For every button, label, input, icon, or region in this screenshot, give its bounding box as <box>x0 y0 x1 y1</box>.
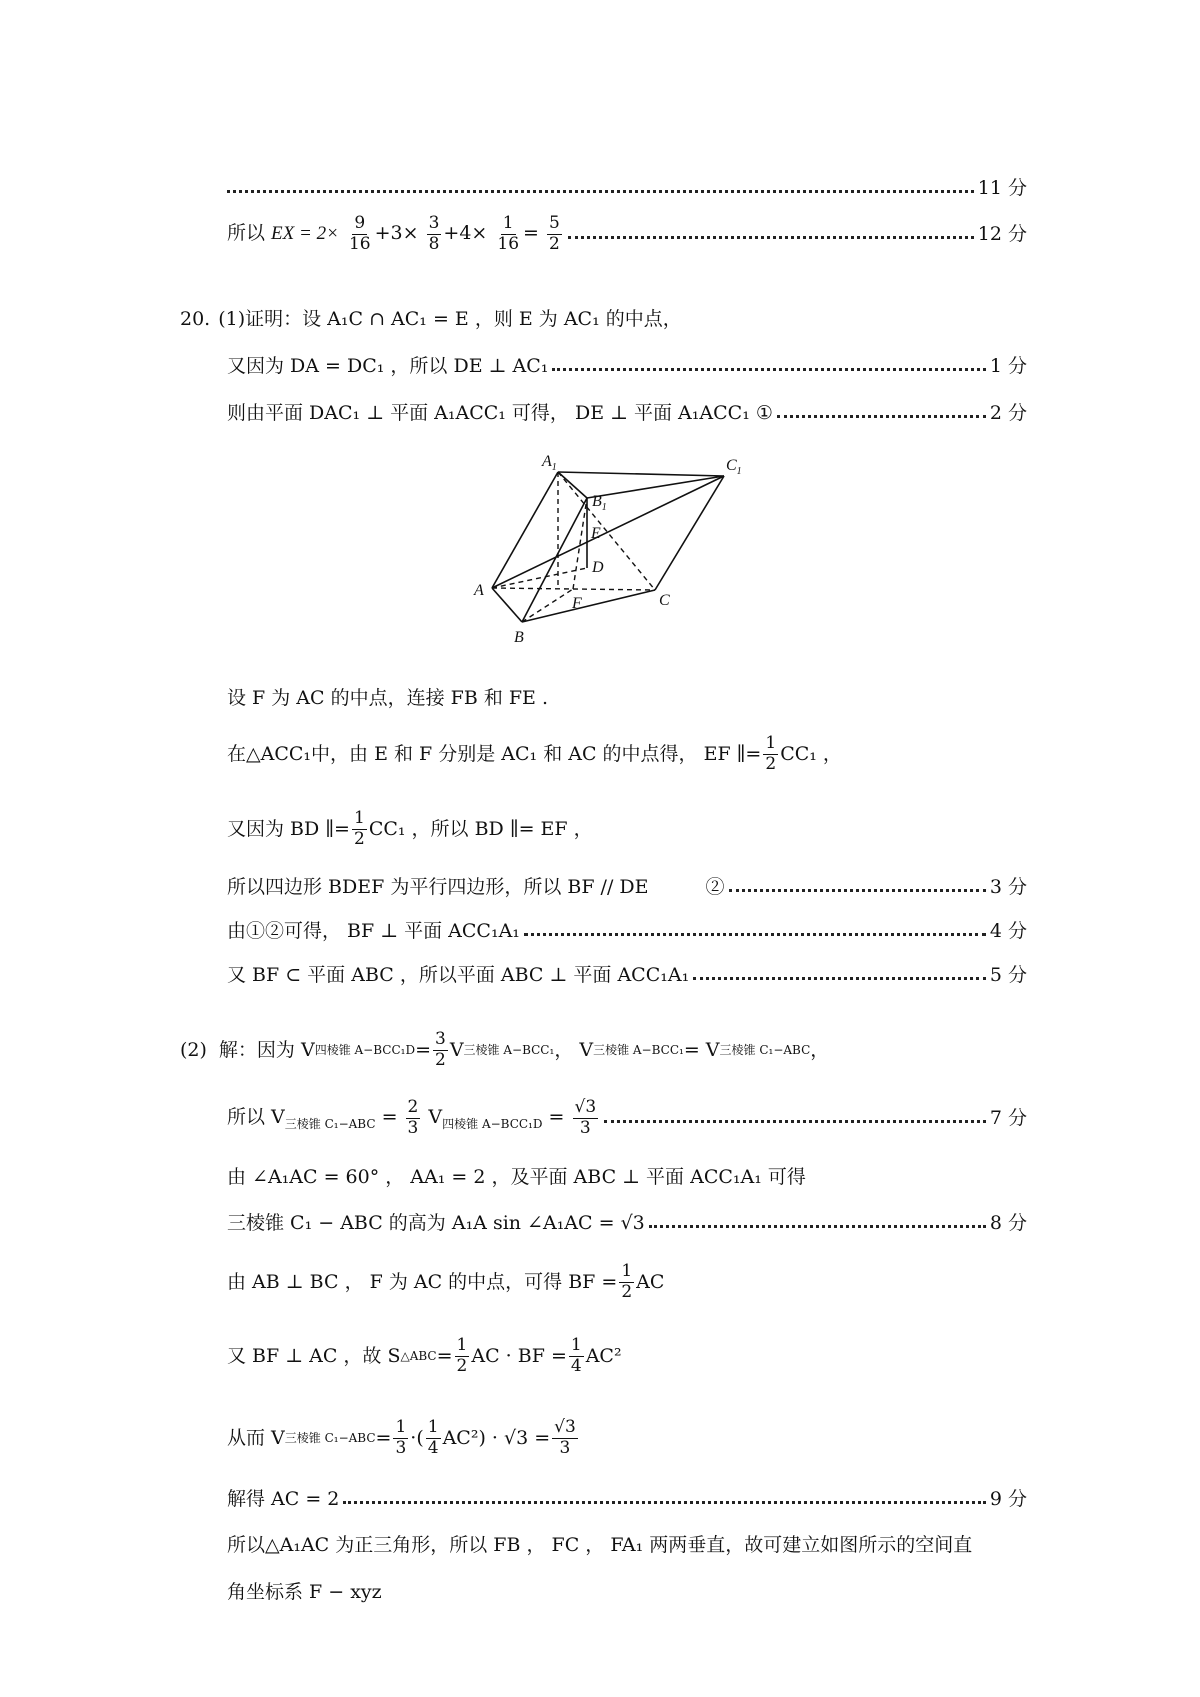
step-text: 则由平面 DAC₁ ⊥ 平面 A₁ACC₁ 可得， DE ⊥ 平面 A₁ACC₁ ① <box>227 402 773 424</box>
dot-leader <box>693 977 986 980</box>
dot-leader <box>524 933 986 936</box>
step-1 <box>227 355 1027 378</box>
step-text: 解得 AC = 2 <box>227 1488 340 1510</box>
part-2-step-4: 由 AB ⊥ BC ， F 为 AC 的中点，可得 BF = $\frac{1}{2}$ AC <box>227 1261 665 1302</box>
part-2-step-3 <box>227 1212 1027 1235</box>
part-2-step-8 <box>227 1534 972 1557</box>
part-2-step-9 <box>227 1581 382 1604</box>
question-text: (1)证明：设 A₁C ∩ AC₁ = E ，则 E 为 AC₁ 的中点， <box>218 308 682 330</box>
step-text: 角坐标系 F − xyz <box>227 1581 382 1603</box>
step-text: 又 BF ⊂ 平面 ABC ，所以平面 ABC ⊥ 平面 ACC₁A₁ <box>227 964 690 986</box>
part-number: (2) <box>180 1038 207 1061</box>
label-B: B <box>514 629 524 646</box>
step-6 <box>227 876 1027 899</box>
step-text: 由 ∠A₁AC = 60° ， AA₁ = 2 ，及平面 ABC ⊥ 平面 ACC₁A₁ 可得 <box>227 1166 806 1188</box>
step-2 <box>227 402 1027 425</box>
dot-leader <box>729 889 986 892</box>
score-label: 9 分 <box>989 1488 1027 1510</box>
dot-leader <box>568 236 974 239</box>
step-8 <box>227 964 1027 987</box>
dot-leader <box>227 190 974 193</box>
dot-leader <box>552 368 985 371</box>
prism-figure <box>470 450 770 660</box>
part-2-step-6: 从而 V 三棱锥 C₁−ABC = $\frac{1}{3}$ ·( $\frac{1}{4}$ AC²) · √3 = $\frac{√3}{3}$ <box>227 1417 576 1458</box>
part-2-step-2 <box>227 1166 806 1189</box>
step-5: 又因为 BD ∥= $\frac{1}{2}$ CC₁ ，所以 BD ∥= EF ， <box>227 808 593 849</box>
step-text: 又因为 DA = DC₁ ，所以 DE ⊥ AC₁ <box>227 355 549 377</box>
question-20-heading <box>180 308 682 331</box>
part-2-step-5: 又 BF ⊥ AC ，故 S △ABC = $\frac{1}{2}$ AC · BF = $\frac{1}{4}$ AC² <box>227 1335 622 1376</box>
label-C1: $C_1$ <box>726 457 742 477</box>
question-number: 20. <box>180 308 211 330</box>
label-D: D <box>592 559 604 576</box>
part-2-step-1: 所以 $V_{三棱锥 C_1-ABC}$ = $\frac{2}{3}$ $V_{四棱锥 A-BCC_1D}$ = $\frac{√3}{3}$ 7 分 <box>227 1097 1027 1138</box>
dot-leader <box>604 1120 986 1123</box>
score-label: 12 分 <box>977 222 1027 245</box>
dot-leader <box>777 415 986 418</box>
step-text: 设 F 为 AC 的中点，连接 FB 和 FE . <box>227 687 548 709</box>
label-A: A <box>474 582 484 599</box>
score-label: 3 分 <box>989 876 1027 898</box>
part-2-heading: (2) 解：因为 V 四棱锥 A−BCC₁D = $\frac{3}{2}$ V 三棱锥 A−BCC₁ ， V 三棱锥 A−BCC₁ = V 三棱锥 C₁−ABC ， <box>180 1029 830 1070</box>
score-label: 2 分 <box>989 402 1027 424</box>
step-4: 在△ACC₁中，由 E 和 F 分别是 AC₁ 和 AC 的中点得， EF ∥= $\frac{1}{2}$ CC₁ ， <box>227 733 842 774</box>
step-text: 所以△A₁AC 为正三角形，所以 FB ， FC ， FA₁ 两两垂直，故可建立如图所示的空间直 <box>227 1534 973 1556</box>
score-line-11 <box>227 177 1027 200</box>
part-2-step-7 <box>227 1488 1027 1511</box>
dot-leader <box>343 1501 985 1504</box>
label-C: C <box>659 592 670 609</box>
step-3 <box>227 687 548 710</box>
label-E: E <box>591 525 601 542</box>
score-label: 4 分 <box>989 920 1027 942</box>
expectation-line <box>227 214 1027 254</box>
label-B1: $B_1$ <box>592 493 607 513</box>
score-label: 1 分 <box>989 355 1027 377</box>
expectation-formula: 所以 EX = 2× $\frac{9}{16}$ +3× $\frac{3}{8}$ +4× $\frac{1}{16}$ = $\frac{5}{2}$ <box>227 213 560 254</box>
label-A1: $A_1$ <box>542 453 557 473</box>
step-text: 由①②可得， BF ⊥ 平面 ACC₁A₁ <box>227 920 520 942</box>
dot-leader <box>649 1225 986 1228</box>
score-label: 11 分 <box>977 177 1027 199</box>
score-label: 5 分 <box>989 964 1027 986</box>
step-text: 所以四边形 BDEF 为平行四边形，所以 BF // DE ② <box>227 876 725 898</box>
step-text: 三棱锥 C₁ − ABC 的高为 A₁A sin ∠A₁AC = √3 <box>227 1212 645 1234</box>
score-label: 7 分 <box>989 1106 1027 1129</box>
label-F: F <box>572 595 582 612</box>
score-label: 8 分 <box>989 1212 1027 1234</box>
step-7 <box>227 920 1027 943</box>
